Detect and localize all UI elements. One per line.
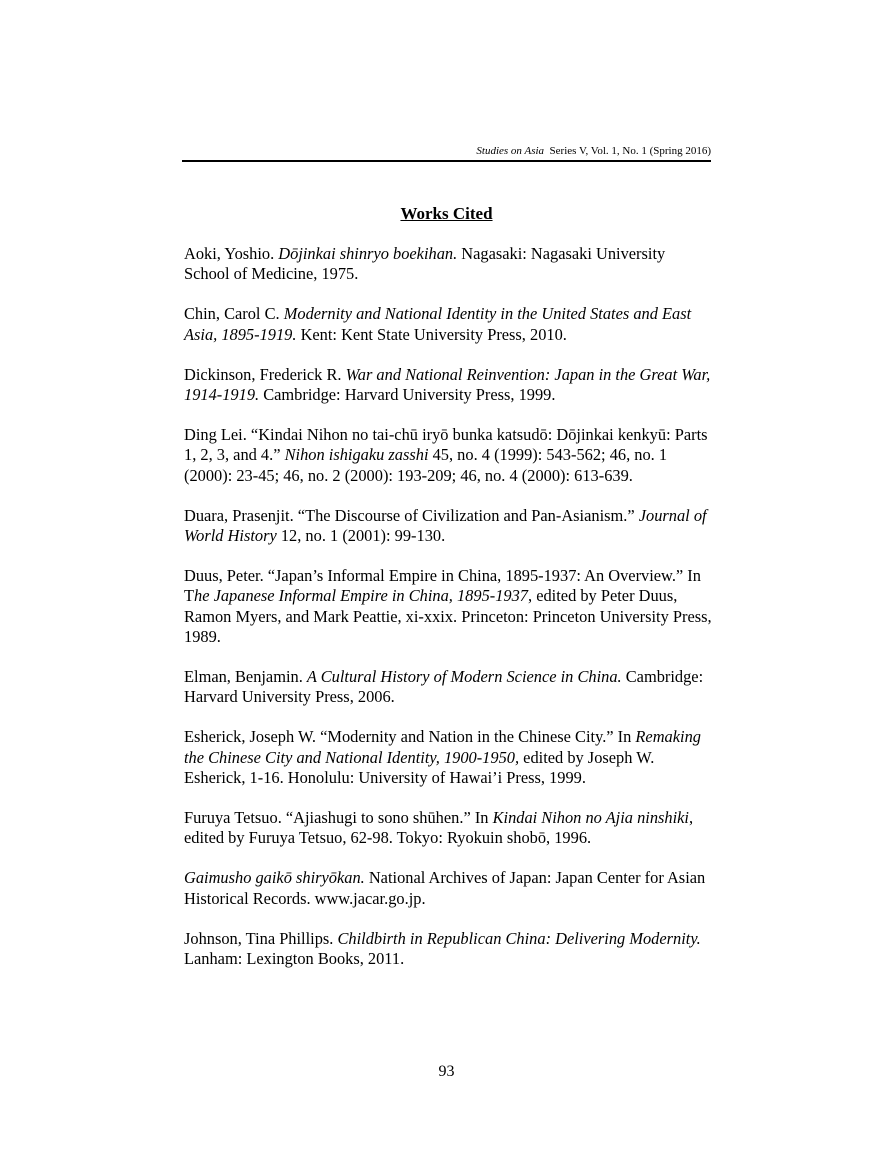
citation-title: Gaimusho gaikō shiryōkan. (184, 868, 365, 888)
running-header (182, 145, 711, 158)
citation-title: Childbirth in Republican China: Delivering Modernity. (337, 928, 701, 948)
citation-entry (184, 365, 714, 405)
citation-text: , edited by Peter Duus, Ramon Myers, and Mark Peattie, xi-xxix. Princeton: Princeton University Press, 1989. (184, 586, 712, 646)
citation-entry (184, 304, 714, 344)
citation-title: War and National Reinvention: Japan in the Great War, 1914-1919. (184, 364, 711, 405)
citation-text: Dickinson, Frederick R. (184, 364, 346, 384)
citation-entry (184, 929, 714, 969)
citation-title: Modernity and National Identity in the United States and East Asia, 1895-1919. (184, 304, 692, 344)
citation-text: Kent: Kent State University Press, 2010. (296, 324, 567, 344)
citation-title: Kindai Nihon no Ajia ninshiki (492, 808, 689, 828)
citation-title: Nihon ishigaku zasshi (284, 445, 429, 465)
citation-title: Journal of World History (184, 505, 707, 546)
citation-text: Furuya Tetsuo. “Ajiashugi to sono shūhen.” In (184, 808, 493, 828)
citation-title: he Japanese Informal Empire in China, 1895-1937 (194, 586, 529, 606)
citation-entry (184, 506, 714, 546)
citation-title: Remaking the Chinese City and National Identity, 1900-1950, (184, 727, 701, 767)
citation-text: Lanham: Lexington Books, 2011. (184, 949, 405, 969)
citation-text: 45, no. 4 (1999): 543-562; 46, no. 1 (2000): 23-45; 46, no. 2 (2000): 193-209; 46, no. 4 (2000): 613-639. (184, 445, 668, 485)
citation-text: edited by Joseph W. Esherick, 1-16. Honolulu: University of Hawai’i Press, 1999. (184, 747, 655, 787)
citation-entry (184, 667, 714, 707)
citation-text: Nagasaki: Nagasaki University School of Medicine, 1975. (184, 244, 666, 284)
citation-entry (184, 868, 714, 908)
citation-text: Cambridge: Harvard University Press, 2006. (184, 667, 704, 707)
citation-text: Duara, Prasenjit. “The Discourse of Civilization and Pan-Asianism.” (184, 505, 639, 525)
works-cited-list (184, 244, 714, 989)
citation-text: Elman, Benjamin. (184, 667, 307, 687)
citation-text: Ding Lei. “Kindai Nihon no tai-chū iryō bunka katsudō: Dōjinkai kenkyū: Parts 1, 2, 3, and 4.” (184, 425, 708, 465)
citation-title: Dōjinkai shinryo boekihan. (278, 244, 458, 263)
page-number: 93 (438, 1063, 455, 1080)
citation-text: Johnson, Tina Phillips. (184, 928, 338, 948)
citation-text: Chin, Carol C. (184, 304, 284, 324)
citation-text: Duus, Peter. “Japan’s Informal Empire in China, 1895-1937: An Overview.” In T (184, 566, 701, 606)
citation-entry (184, 425, 714, 486)
section-title: Works Cited (400, 204, 493, 223)
citation-entry (184, 566, 714, 647)
citation-entry (184, 244, 714, 284)
citation-entry (184, 808, 714, 848)
citation-text: Aoki, Yoshio. (184, 244, 279, 263)
citation-text: Cambridge: Harvard University Press, 1999. (259, 385, 556, 405)
citation-text: , edited by Furuya Tetsuo, 62-98. Tokyo: Ryokuin shobō, 1996. (184, 808, 694, 848)
citation-entry (184, 727, 714, 788)
header-rule (182, 160, 711, 162)
citation-text: Esherick, Joseph W. “Modernity and Nation in the Chinese City.” In (184, 727, 636, 747)
citation-text: National Archives of Japan: Japan Center for Asian Historical Records. www.jacar.go.jp. (184, 868, 706, 908)
citation-title: A Cultural History of Modern Science in China. (306, 667, 622, 687)
issue-info: Series V, Vol. 1, No. 1 (Spring 2016) (549, 145, 711, 157)
journal-title: Studies on Asia (476, 145, 545, 157)
citation-text: 12, no. 1 (2001): 99-130. (276, 526, 446, 546)
